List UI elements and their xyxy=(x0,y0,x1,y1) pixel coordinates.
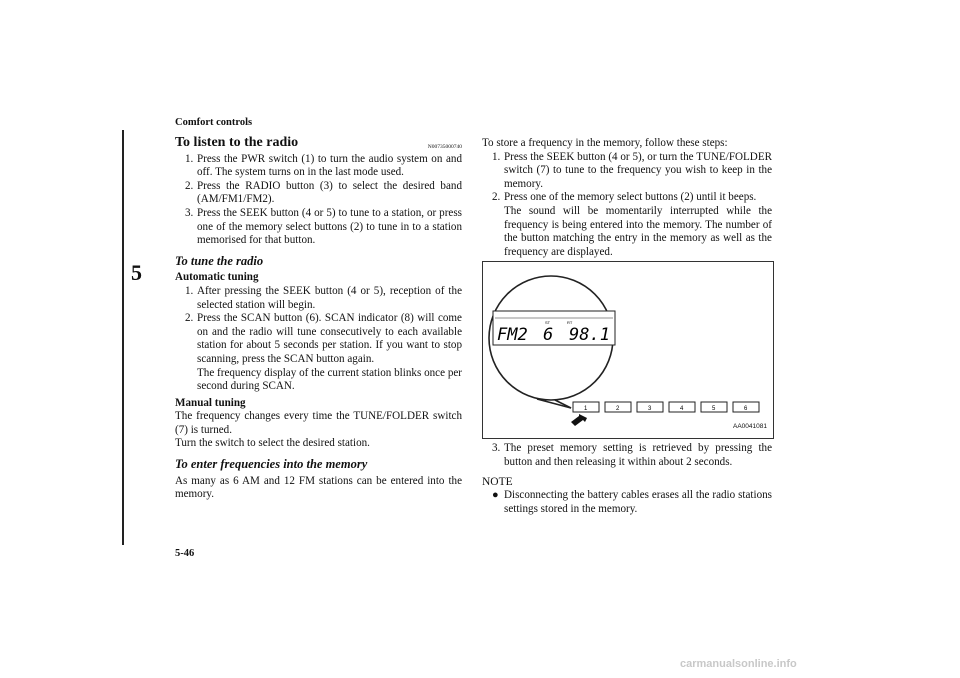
page-number: 5-46 xyxy=(175,548,195,559)
list-item xyxy=(175,153,462,180)
store-steps xyxy=(482,151,772,260)
step-text: The preset memory setting is retrieved by pressing the button and then releasing it within about 2 seconds. xyxy=(504,442,772,468)
memory-button-label: 2 xyxy=(616,406,620,413)
memory-button-label: 5 xyxy=(712,406,716,413)
auto-steps xyxy=(175,285,462,394)
memory-button-label: 1 xyxy=(584,406,588,413)
chapter-number: 5 xyxy=(131,260,142,285)
step-number: 1. xyxy=(185,284,194,297)
step-number: 3. xyxy=(185,206,194,219)
display-rt-indicator: RT xyxy=(567,320,573,326)
listen-steps xyxy=(175,153,462,248)
step-text: After pressing the SEEK button (4 or 5), reception of the selected station will begin. xyxy=(197,284,462,311)
list-item xyxy=(175,312,462,394)
manual-text-2: Turn the switch to select the desired station. xyxy=(175,437,370,450)
list-item xyxy=(175,180,462,207)
memory-buttons xyxy=(573,402,759,412)
note-label: NOTE xyxy=(482,475,513,488)
step-text: Press the SCAN button (6). SCAN indicator (8) will come on and the radio will tune consecutively to each available station for about 5 seconds per station. If you want to stop scanning, press the SCAN button again. xyxy=(197,312,462,365)
figure-caption: AA0041081 xyxy=(733,422,767,430)
left-column xyxy=(175,136,462,502)
step-text: Press the SEEK button (4 or 5) to tune to a station, or press one of the memory select buttons (2) to tune in to a station memorised for that button. xyxy=(197,206,462,247)
step-text: Press the PWR switch (1) to turn the audio system on and off. The system turns on in the last mode used. xyxy=(197,152,462,179)
section-title xyxy=(175,136,462,150)
bullet-icon: ● xyxy=(492,489,499,502)
memory-button-label: 3 xyxy=(648,406,652,413)
tune-heading: To tune the radio xyxy=(175,253,264,268)
list-item xyxy=(482,151,772,192)
step-text: Press the SEEK button (4 or 5), or turn the TUNE/FOLDER switch (7) to tune to the frequency you wish to keep in the memory. xyxy=(504,150,772,190)
step-text: Press one of the memory select buttons (2) until it beeps. xyxy=(504,191,757,204)
display-preset: 6 xyxy=(543,325,554,346)
step-number: 3. xyxy=(492,442,501,455)
memory-text: As many as 6 AM and 12 FM stations can be entered into the memory. xyxy=(175,474,462,501)
list-item xyxy=(175,207,462,248)
manual-text: The frequency changes every time the TUNE/FOLDER switch (7) is turned. xyxy=(175,410,462,436)
step-number: 2. xyxy=(185,312,194,325)
step-number: 1. xyxy=(492,150,501,163)
display-frequency: 98.1 xyxy=(569,325,610,346)
memory-button-label: 4 xyxy=(680,406,684,413)
step-number: 1. xyxy=(185,152,194,165)
section-header: Comfort controls xyxy=(175,117,253,128)
memory-heading: To enter frequencies into the memory xyxy=(175,457,368,472)
manual-tuning-label: Manual tuning xyxy=(175,396,246,409)
display-st-indicator: ST xyxy=(545,320,551,326)
watermark: carmanualsonline.info xyxy=(680,658,797,670)
store-intro: To store a frequency in the memory, follow these steps: xyxy=(482,137,728,149)
right-column xyxy=(482,137,772,516)
chapter-divider xyxy=(122,130,124,545)
memory-button-label: 6 xyxy=(744,406,748,413)
radio-display-figure xyxy=(482,261,774,439)
radio-display-illustration xyxy=(483,262,773,438)
note-text: Disconnecting the battery cables erases all the radio stations settings stored in the memory. xyxy=(504,489,772,515)
list-item xyxy=(175,285,462,312)
step-number: 2. xyxy=(185,179,194,192)
list-item xyxy=(482,442,772,469)
list-item xyxy=(482,191,772,259)
section-code: N00735000740 xyxy=(427,144,462,150)
section-title-text: To listen to the radio xyxy=(175,135,299,150)
step-extra-text: The frequency display of the current station blinks once per second during SCAN. xyxy=(197,366,462,393)
press-arrow-icon xyxy=(571,414,587,426)
store-step-3 xyxy=(482,442,772,469)
step-text: Press the RADIO button (3) to select the desired band (AM/FM1/FM2). xyxy=(197,179,462,206)
display-band: FM2 xyxy=(497,325,528,346)
note-item xyxy=(492,489,772,516)
step-number: 2. xyxy=(492,191,501,204)
step-extra-text: The sound will be momentarily interrupted while the frequency is being entered into the memory. The number of the button matching the entry in the memory as well as the frequency are displayed. xyxy=(504,204,772,258)
automatic-tuning-label: Automatic tuning xyxy=(175,271,259,284)
